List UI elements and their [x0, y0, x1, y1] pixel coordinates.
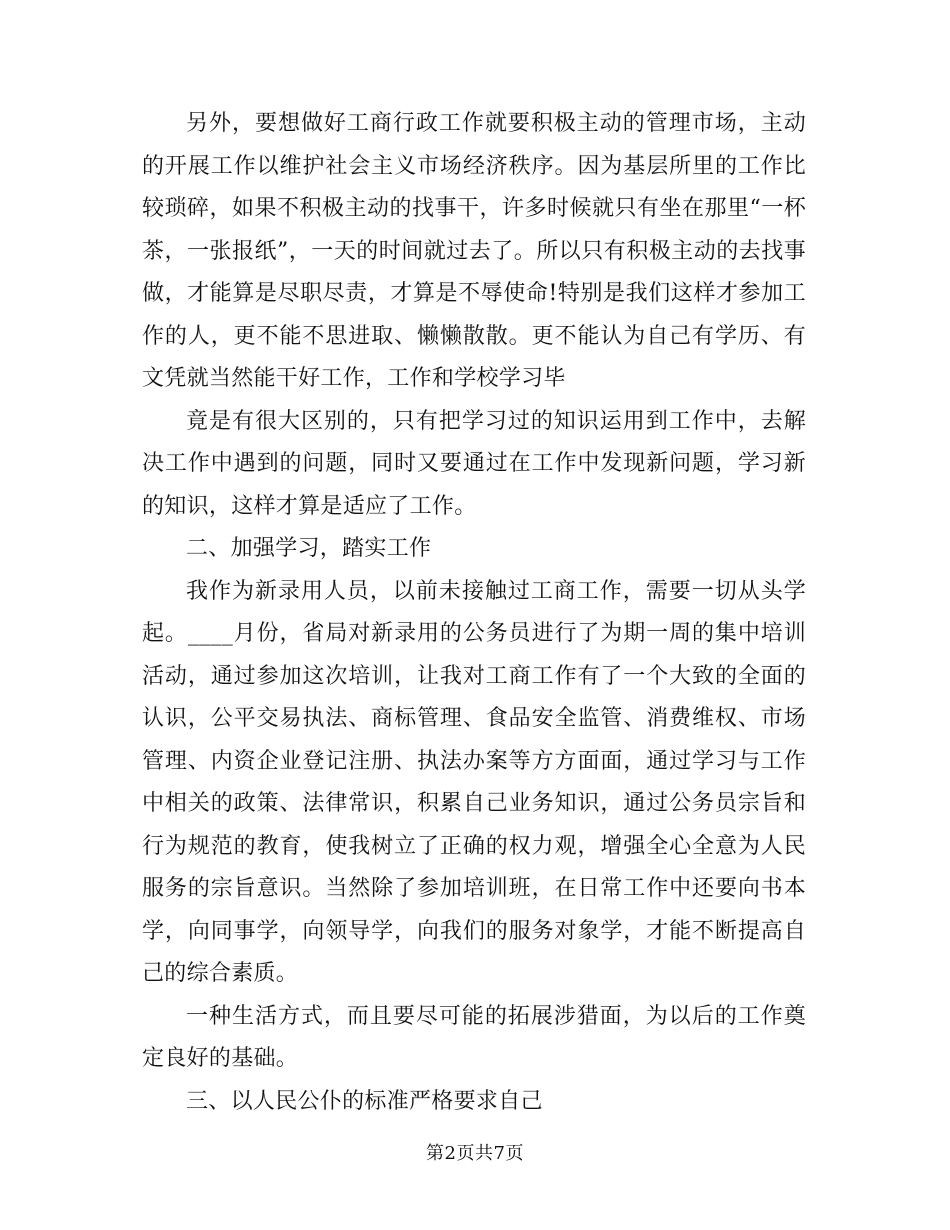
paragraph-training: 我作为新录用人员，以前未接触过工商工作，需要一切从头学起。____月份，省局对新录用的公务员进行了为期一周的集中培训活动，通过参加这次培训，让我对工商工作有了一个大致的全面的认识，公平交易执法、商标管理、食品安全监管、消费维权、市场管理、内资企业登记注册、执法办案等方方面面，通过学习与工作中相关的政策、法律常识，积累自己业务知识，通过公务员宗旨和行为规范的教育，使我树立了正确的权力观，增强全心全意为人民服务的宗旨意识。当然除了参加培训班，在日常工作中还要向书本学，向同事学，向领导学，向我们的服务对象学，才能不断提高自己的综合素质。 [142, 578, 806, 986]
section-heading-public-servant: 三、以人民公仆的标准严格要求自己 [186, 1088, 543, 1114]
paragraph-apply-knowledge: 竟是有很大区别的，只有把学习过的知识运用到工作中，去解决工作中遇到的问题，同时又要通过在工作中发现新问题，学习新的知识，这样才算是适应了工作。 [142, 408, 806, 519]
section-heading-study: 二、加强学习，踏实工作 [186, 536, 432, 561]
paragraph-market-management: 另外，要想做好工商行政工作就要积极主动的管理市场，主动的开展工作以维护社会主义市场经济秩序。因为基层所里的工作比较琐碎，如果不积极主动的找事干，许多时候就只有坐在那里“一杯茶，一张报纸”，一天的时间就过去了。所以只有积极主动的去找事做，才能算是尽职尽责，才算是不辱使命!特别是我们这样才参加工作的人，更不能不思进取、懒懒散散。更不能认为自己有学历、有文凭就当然能干好工作，工作和学校学习毕 [142, 111, 806, 391]
paragraph-lifestyle: 一种生活方式，而且要尽可能的拓展涉猎面，为以后的工作奠定良好的基础。 [142, 1003, 806, 1071]
document-body [142, 103, 806, 1123]
page-number-footer: 第2页共7页 [426, 1143, 524, 1164]
